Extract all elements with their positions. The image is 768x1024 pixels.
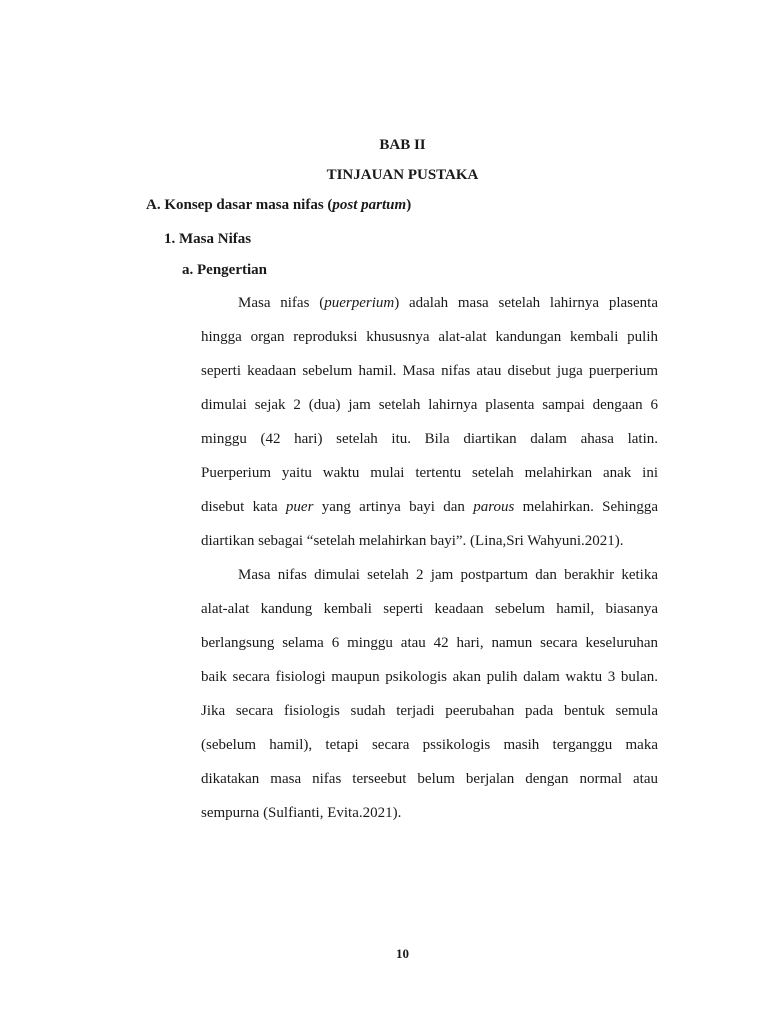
- subsection-heading-a: a. Pengertian: [182, 262, 267, 278]
- section-heading-a-suffix: ): [406, 197, 412, 213]
- section-heading-a: [146, 197, 411, 214]
- chapter-number: BAB II: [379, 137, 426, 153]
- term-parous: parous: [473, 499, 515, 515]
- paragraph1-line1: Masa nifas (puerperium) adalah masa setelah lahirnya plasenta: [238, 295, 658, 311]
- paragraph2-line4: baik secara fisiologi maupun psikologis akan pulih dalam waktu 3 bulan.: [201, 669, 658, 685]
- paragraph2-line2: alat-alat kandung kembali seperti keadaan sebelum hamil, biasanya: [201, 601, 658, 617]
- section-heading-a-italic: post partum: [332, 197, 407, 213]
- paragraph2-line3: berlangsung selama 6 minggu atau 42 hari, namun secara keseluruhan: [201, 635, 658, 651]
- paragraph1-line6: Puerperium yaitu waktu mulai tertentu setelah melahirkan anak ini: [201, 465, 658, 481]
- paragraph1-line2: hingga organ reproduksi khususnya alat-alat kandungan kembali pulih: [201, 329, 658, 345]
- paragraph2-line7: dikatakan masa nifas terseebut belum berjalan dengan normal atau: [201, 771, 658, 787]
- paragraph2-line8: sempurna (Sulfianti, Evita.2021).: [201, 805, 402, 821]
- paragraph1-line8: diartikan sebagai “setelah melahirkan bayi”. (Lina,Sri Wahyuni.2021).: [201, 533, 624, 549]
- paragraph1-line3: seperti keadaan sebelum hamil. Masa nifas atau disebut juga puerperium: [201, 363, 658, 379]
- paragraph1-line4: dimulai sejak 2 (dua) jam setelah lahirnya plasenta sampai dengaan 6: [201, 397, 658, 413]
- paragraph2-line6: (sebelum hamil), tetapi secara pssikologis masih terganggu maka: [201, 737, 658, 753]
- term-puer: puer: [285, 499, 314, 515]
- paragraph1-line5: minggu (42 hari) setelah itu. Bila diartikan dalam ahasa latin.: [201, 431, 658, 447]
- subsection-heading-1: 1. Masa Nifas: [164, 231, 252, 247]
- paragraph2-line5: Jika secara fisiologis sudah terjadi peerubahan pada bentuk semula: [201, 703, 658, 719]
- paragraph1-line7: disebut kata puer yang artinya bayi dan parous melahirkan. Sehingga: [201, 499, 658, 515]
- page-number: 10: [396, 946, 409, 961]
- paragraph2-line1: Masa nifas dimulai setelah 2 jam postpartum dan berakhir ketika: [238, 567, 658, 583]
- term-puerperium: puerperium: [324, 295, 395, 311]
- chapter-title: TINJAUAN PUSTAKA: [326, 167, 479, 183]
- section-heading-a-prefix: A. Konsep dasar masa nifas (: [146, 197, 333, 213]
